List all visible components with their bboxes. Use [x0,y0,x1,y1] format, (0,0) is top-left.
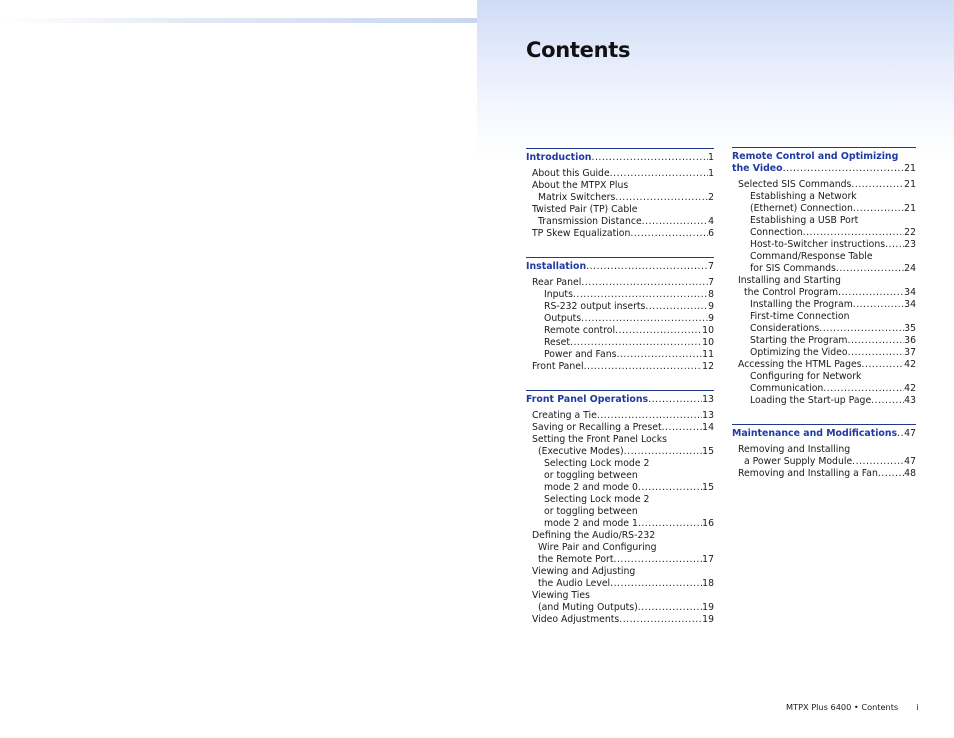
dot-leader [823,383,904,395]
toc-entry-line[interactable] [732,468,916,480]
toc-entries [732,444,916,480]
toc-entry-line[interactable] [526,482,714,494]
toc-entry-line[interactable] [526,566,714,578]
toc-page-number: 10 [702,337,714,348]
toc-entry-text: the Control Program [744,287,838,298]
dot-leader [853,203,904,215]
toc-entry-line[interactable] [526,228,714,240]
toc-entry-line[interactable] [526,204,714,216]
toc-entry-text: Establishing a USB Port [750,215,859,226]
toc-entry-line[interactable] [526,168,714,180]
footer-page-number: i [916,702,919,712]
toc-entry-line[interactable] [732,287,916,299]
toc-page-number: 35 [904,323,916,334]
toc-section [732,424,916,480]
toc-heading-text: Front Panel Operations [526,394,649,405]
page-title: Contents [526,38,631,62]
toc-page-number: 10 [702,325,714,336]
toc-entry-line[interactable] [732,263,916,275]
toc-entry-text: Communication [750,383,824,394]
toc-page-number: 1 [708,152,714,163]
toc-entry-text: or toggling between [544,470,638,481]
dot-leader [570,337,702,349]
toc-page-number: 21 [904,179,916,190]
dot-leader [613,554,702,566]
toc-entry-text: Command/Response Table [750,251,873,262]
toc-entry-text: Selecting Lock mode 2 [544,458,650,469]
toc-heading-text: Installation [526,261,587,272]
toc-entry-line[interactable] [526,458,714,470]
toc-section-heading[interactable] [526,394,714,406]
toc-entry-text: Creating a Tie [532,410,597,421]
toc-section-heading[interactable] [732,428,916,440]
toc-heading-text: the Video [732,163,783,174]
toc-entry-text: Viewing and Adjusting [532,566,636,577]
dot-leader [615,192,708,204]
toc-entry-line[interactable] [526,494,714,506]
dot-leader [610,168,708,180]
toc-page-number: 17 [702,554,714,565]
toc-entry-line[interactable] [732,359,916,371]
toc-section-heading[interactable] [732,151,916,175]
toc-page-number: 42 [904,383,916,394]
dot-leader [838,287,904,299]
dot-leader [581,313,708,325]
dot-leader [853,299,904,311]
dot-leader [819,323,904,335]
toc-page-number: 48 [904,468,916,479]
toc-entry-line[interactable] [526,337,714,349]
top-accent-bar [0,18,477,23]
toc-entry-text: About the MTPX Plus [532,180,629,191]
toc-entry-line[interactable] [732,239,916,251]
dot-leader [591,152,708,164]
toc-entry-line[interactable] [526,554,714,566]
dot-leader [581,277,708,289]
toc-page-number: 15 [702,446,714,457]
toc-entry-text: Matrix Switchers [538,192,616,203]
toc-entry-line[interactable] [526,506,714,518]
dot-leader [630,228,708,240]
toc-entry-text: Selected SIS Commands [738,179,852,190]
toc-entry-text: or toggling between [544,506,638,517]
dot-leader [803,227,905,239]
dot-leader [573,289,708,301]
toc-entries [732,179,916,407]
toc-page-number: 6 [708,228,714,239]
dot-leader [642,216,708,228]
toc-section-heading[interactable] [526,261,714,273]
toc-page-number: 43 [904,395,916,406]
toc-entry-line[interactable] [732,275,916,287]
toc-entry-text: Establishing a Network [750,191,857,202]
toc-entry-text: mode 2 and mode 1 [544,518,638,529]
toc-page-number: 1 [708,168,714,179]
toc-entry-line[interactable] [732,191,916,203]
toc-entry-line[interactable] [526,518,714,530]
dot-leader [662,422,703,434]
dot-leader [847,335,904,347]
toc-entry-text: Wire Pair and Configuring [538,542,657,553]
toc-entry-text: Accessing the HTML Pages [738,359,862,370]
toc-entry-text: Installing the Program [750,299,853,310]
toc-entry-line[interactable] [526,422,714,434]
dot-leader [597,410,702,422]
toc-page-number: 2 [708,192,714,203]
dot-leader [638,518,702,530]
dot-leader [836,263,904,275]
dot-leader [852,456,904,468]
dot-leader [638,602,702,614]
toc-entry-text: Power and Fans [544,349,617,360]
toc-entry-line[interactable] [526,349,714,361]
toc-entry-line[interactable] [732,395,916,407]
toc-entry-text: About this Guide [532,168,610,179]
toc-page-number: 4 [708,216,714,227]
toc-entry-line[interactable] [732,456,916,468]
toc-page-number: 47 [904,456,916,467]
toc-entry-text: mode 2 and mode 0 [544,482,638,493]
toc-entry-text: a Power Supply Module [744,456,853,467]
toc-page-number: 22 [904,227,916,238]
toc-entry-line[interactable] [526,590,714,602]
toc-page-number: 18 [702,578,714,589]
toc-entry-line[interactable] [732,227,916,239]
toc-page-number: 37 [904,347,916,358]
toc-entry-text: Removing and Installing a Fan [738,468,878,479]
toc-entry-text: Saving or Recalling a Preset [532,422,662,433]
toc-entry-text: Front Panel [532,361,584,372]
toc-entry-text: Host-to-Switcher instructions [750,239,886,250]
toc-page-number: 9 [708,313,714,324]
toc-entry-line[interactable] [732,251,916,263]
toc-entry-text: (Executive Modes) [538,446,624,457]
toc-entry-text: Selecting Lock mode 2 [544,494,650,505]
toc-page-number: 7 [708,277,714,288]
toc-entry-line[interactable] [526,180,714,192]
toc-section [526,257,714,373]
toc-entry-text: Starting the Program [750,335,848,346]
toc-entry-line[interactable] [732,371,916,383]
toc-page-number: 42 [904,359,916,370]
toc-entry-text: Installing and Starting [738,275,841,286]
toc-entry-line[interactable] [732,335,916,347]
toc-entry-line[interactable] [526,602,714,614]
toc-page-number: 8 [708,289,714,300]
toc-entry-line[interactable] [526,530,714,542]
toc-entry-line[interactable] [526,434,714,446]
dot-leader [616,349,702,361]
dot-leader [878,468,904,480]
toc-entry-line[interactable] [526,410,714,422]
toc-entry-line[interactable] [526,192,714,204]
toc-left-column [526,0,714,738]
toc-page-number: 12 [702,361,714,372]
toc-entry-line[interactable] [526,289,714,301]
toc-entry-line[interactable] [732,179,916,191]
toc-entry-text: RS-232 output inserts [544,301,646,312]
toc-entry-line[interactable] [526,614,714,626]
toc-page-number: 24 [904,263,916,274]
toc-page-number: 13 [702,394,714,405]
toc-page-number: 47 [904,428,916,439]
toc-page-number: 11 [702,349,714,360]
toc-entry-text: Remote control [544,325,616,336]
toc-entry-text: Optimizing the Video [750,347,848,358]
toc-heading-text: Maintenance and Modifications [732,428,898,439]
dot-leader [897,428,904,440]
toc-entry-text: Rear Panel [532,277,582,288]
toc-entry-text: (and Muting Outputs) [538,602,638,613]
toc-page-number: 9 [708,301,714,312]
toc-entry-text: Viewing Ties [532,590,590,601]
toc-entry-text: TP Skew Equalization [532,228,631,239]
toc-page-number: 34 [904,287,916,298]
toc-entry-line[interactable] [732,323,916,335]
toc-entry-line[interactable] [526,301,714,313]
toc-entry-text: Video Adjustments [532,614,620,625]
toc-entry-text: Setting the Front Panel Locks [532,434,668,445]
dot-leader [584,361,703,373]
toc-page-number: 23 [904,239,916,250]
dot-leader [871,395,904,407]
toc-heading-text: Introduction [526,152,592,163]
toc-entries [526,277,714,373]
dot-leader [615,325,702,337]
dot-leader [848,347,905,359]
toc-entry-line[interactable] [732,215,916,227]
toc-entry-text: the Audio Level [538,578,611,589]
toc-entry-line[interactable] [526,542,714,554]
toc-entry-line[interactable] [732,383,916,395]
page-footer [786,702,918,712]
toc-page-number: 7 [708,261,714,272]
toc-entry-text: Loading the Start-up Page [750,395,872,406]
toc-page-number: 36 [904,335,916,346]
toc-entry-text: for SIS Commands [750,263,836,274]
toc-entry-text: Inputs [544,289,573,300]
toc-entry-line[interactable] [526,361,714,373]
dot-leader [624,446,703,458]
toc-entry-text: (Ethernet) Connection [750,203,853,214]
toc-entry-text: Transmission Distance [538,216,642,227]
toc-section [526,148,714,240]
toc-entry-text: Outputs [544,313,582,324]
toc-entry-line[interactable] [732,444,916,456]
toc-section [526,390,714,626]
toc-entry-line[interactable] [526,313,714,325]
dot-leader [638,482,702,494]
toc-page-number: 21 [904,203,916,214]
toc-page-number: 14 [702,422,714,433]
toc-heading-text: Remote Control and Optimizing [732,151,899,162]
footer-text: MTPX Plus 6400 • Contents [786,702,899,712]
toc-page-number: 15 [702,482,714,493]
toc-entries [526,410,714,626]
toc-page-number: 19 [702,614,714,625]
toc-entries [526,168,714,240]
toc-page-number: 16 [702,518,714,529]
toc-entry-text: Considerations [750,323,820,334]
toc-page-number: 34 [904,299,916,310]
toc-entry-text: Twisted Pair (TP) Cable [532,204,638,215]
toc-entry-line[interactable] [526,216,714,228]
toc-entry-text: Defining the Audio/RS-232 [532,530,656,541]
toc-entry-line[interactable] [526,470,714,482]
toc-entry-text: the Remote Port [538,554,614,565]
dot-leader [610,578,702,590]
toc-entry-text: First-time Connection [750,311,850,322]
toc-entry-line[interactable] [526,446,714,458]
toc-section-heading[interactable] [526,152,714,164]
toc-entry-text: Connection [750,227,803,238]
dot-leader [783,163,904,175]
dot-leader [619,614,702,626]
toc-page-number: 19 [702,602,714,613]
toc-entry-text: Removing and Installing [738,444,851,455]
toc-section [732,147,916,407]
toc-page-number: 13 [702,410,714,421]
toc-entry-line[interactable] [732,203,916,215]
toc-entry-line[interactable] [732,299,916,311]
dot-leader [648,394,702,406]
toc-entry-line[interactable] [732,311,916,323]
toc-entry-text: Reset [544,337,570,348]
dot-leader [862,359,905,371]
dot-leader [586,261,708,273]
toc-entry-line[interactable] [526,325,714,337]
dot-leader [885,239,904,251]
toc-entry-text: Configuring for Network [750,371,862,382]
toc-entry-line[interactable] [526,277,714,289]
dot-leader [851,179,904,191]
toc-right-column [732,0,919,738]
toc-page-number: 21 [904,163,916,174]
dot-leader [645,301,708,313]
toc-entry-line[interactable] [732,347,916,359]
toc-entry-line[interactable] [526,578,714,590]
